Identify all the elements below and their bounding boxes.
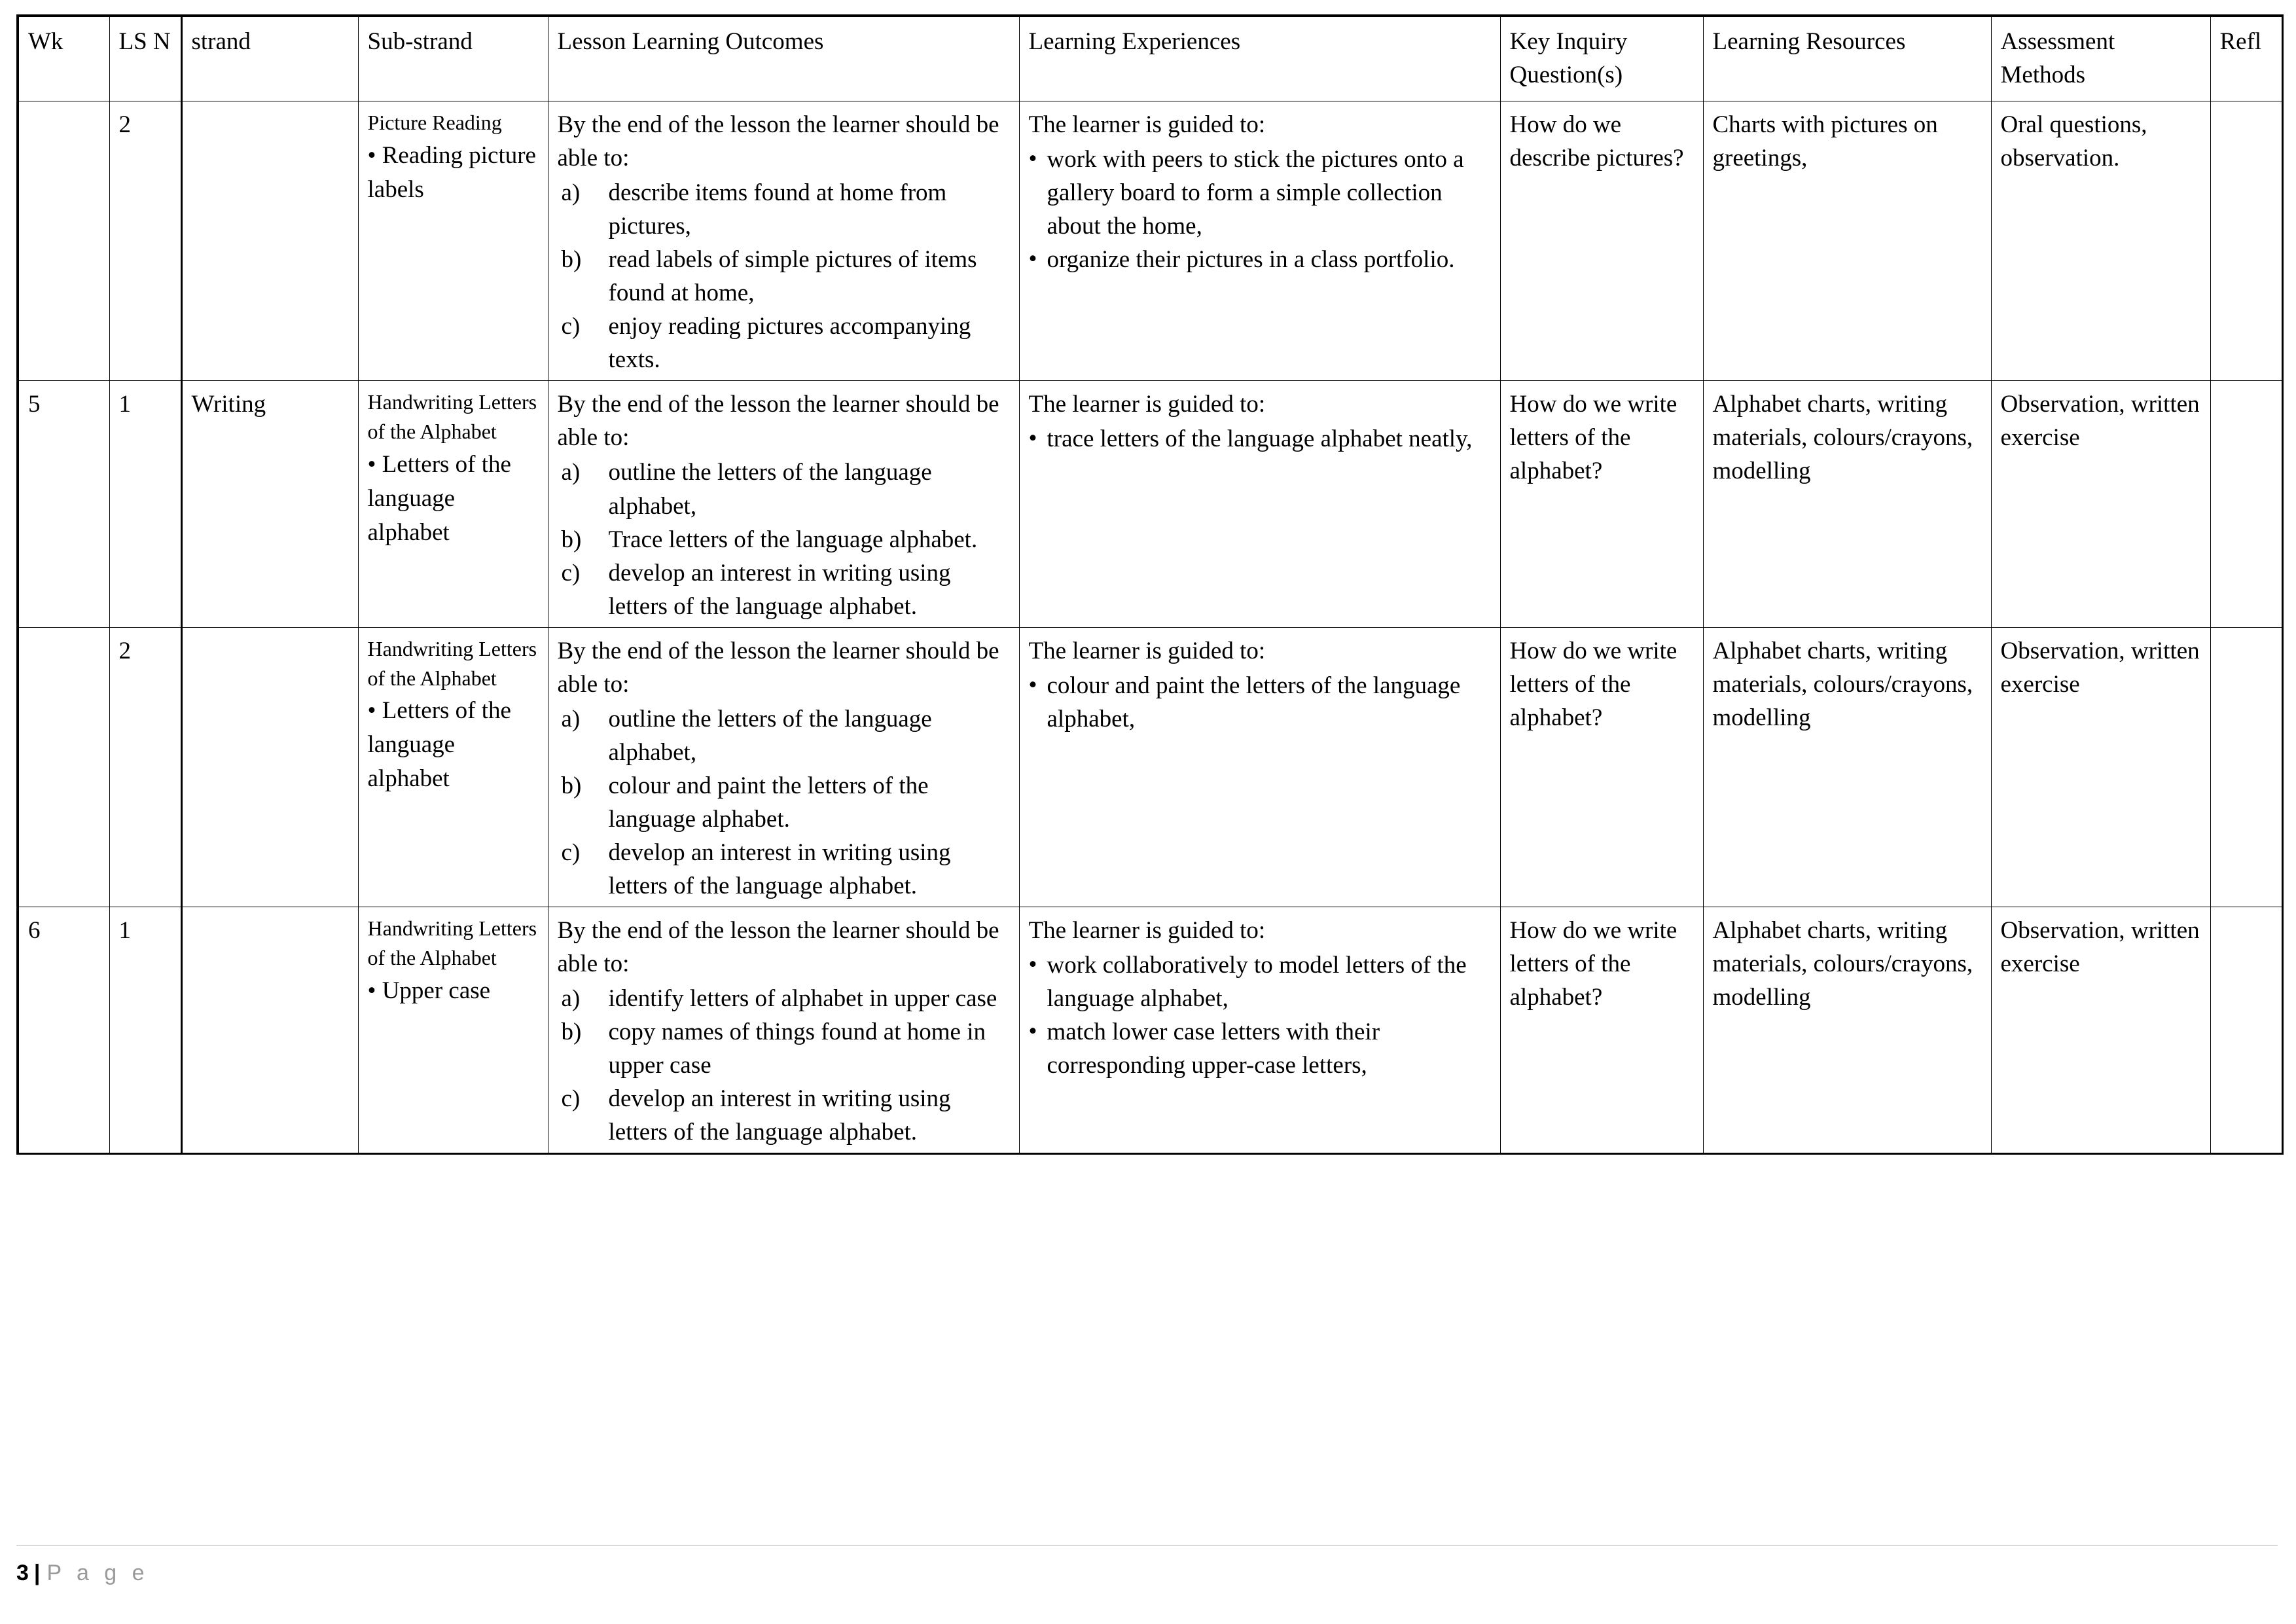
column-header-lesson-learning-outcomes: Lesson Learning Outcomes [548,16,1019,101]
llo-intro: By the end of the lesson the learner should be able to: [557,111,999,172]
llo-item-text: outline the letters of the language alphabet, [608,459,932,520]
llo-item-marker: c) [561,1085,581,1113]
cell-learning-resources: Alphabet charts, writing materials, colours/crayons, modelling [1703,907,1991,1154]
cell-lesson-number: 2 [109,101,181,381]
cell-learning-experiences [1019,907,1500,1154]
llo-item-marker: b) [561,246,582,274]
cell-assessment-methods: Oral questions, observation. [1991,101,2210,381]
cell-lesson-learning-outcomes [548,627,1019,907]
llo-item-text: develop an interest in writing using letters of the language alphabet. [608,1085,951,1146]
cell-lesson-learning-outcomes [548,101,1019,381]
llo-item [558,836,1011,903]
llo-item-text: outline the letters of the language alphabet, [608,705,932,766]
sub-strand-title: Handwriting Letters of the Alphabet [367,390,537,444]
llo-item-text: develop an interest in writing using letters of the language alphabet. [608,839,951,900]
llo-item-text: describe items found at home from pictures, [608,179,947,240]
cell-lesson-number: 1 [109,907,181,1154]
llo-item [558,769,1011,836]
cell-reflection [2210,101,2282,381]
learning-experience-item [1029,422,1492,456]
learning-experiences-intro: The learner is guided to: [1028,917,1266,945]
llo-item-marker: a) [561,459,581,486]
sub-strand-bullet: • Reading picture labels [367,141,536,203]
llo-intro: By the end of the lesson the learner should be able to: [557,637,999,698]
learning-experiences-list [1029,948,1492,1082]
bullet-icon: • [1028,425,1037,452]
learning-experiences-intro: The learner is guided to: [1028,111,1266,138]
learning-experience-text: match lower case letters with their corresponding upper-case letters, [1047,1019,1380,1079]
cell-assessment-methods: Observation, written exercise [1991,907,2210,1154]
cell-sub-strand [358,907,548,1154]
llo-item-marker: b) [561,526,582,553]
cell-learning-resources: Alphabet charts, writing materials, colours/crayons, modelling [1703,381,1991,627]
llo-list [558,176,1011,376]
column-header-reflection: Refl [2210,16,2282,101]
llo-item-text: colour and paint the letters of the language alphabet. [608,772,929,833]
bullet-icon: • [1028,245,1037,273]
cell-learning-experiences [1019,381,1500,627]
scheme-of-work-table [16,14,2284,1155]
bullet-icon: • [1028,1018,1037,1045]
column-header-learning-resources: Learning Resources [1703,16,1991,101]
llo-item-marker: c) [561,839,581,866]
bullet-icon: • [1028,145,1037,173]
learning-experiences-list [1029,143,1492,276]
sub-strand-bullet: • Upper case [367,977,491,1004]
learning-experience-item [1029,243,1492,276]
learning-experience-text: work with peers to stick the pictures onto a gallery board to form a simple collection about the home, [1047,146,1464,240]
llo-item-text: copy names of things found at home in upper case [608,1019,986,1079]
learning-experience-text: organize their pictures in a class portfolio. [1047,246,1455,274]
cell-key-inquiry-question: How do we write letters of the alphabet? [1500,907,1703,1154]
footer-page-word: P a g e [46,1561,149,1585]
llo-item-marker: c) [561,313,581,340]
llo-item [558,523,1011,556]
column-header-strand: strand [181,16,358,101]
cell-assessment-methods: Observation, written exercise [1991,627,2210,907]
bullet-icon: • [1028,951,1037,979]
learning-experience-text: colour and paint the letters of the language alphabet, [1047,672,1461,732]
sub-strand-bullet: • Letters of the language alphabet [367,450,511,546]
llo-item [558,176,1011,243]
cell-reflection [2210,907,2282,1154]
cell-sub-strand [358,627,548,907]
column-header-key-inquiry-questions: Key Inquiry Question(s) [1500,16,1703,101]
cell-week: 5 [18,381,109,627]
llo-list [558,982,1011,1149]
learning-experience-item [1029,1015,1492,1082]
llo-list [558,456,1011,623]
cell-learning-experiences [1019,101,1500,381]
column-header-assessment-methods: Assessment Methods [1991,16,2210,101]
column-header-sub-strand: Sub-strand [358,16,548,101]
cell-week [18,101,109,381]
cell-lesson-learning-outcomes [548,907,1019,1154]
llo-item-marker: b) [561,772,582,799]
learning-experience-text: trace letters of the language alphabet neatly, [1047,425,1473,453]
sub-strand-title: Picture Reading [367,111,502,134]
cell-sub-strand [358,101,548,381]
llo-item-marker: a) [561,705,581,732]
llo-item-marker: a) [561,179,581,207]
llo-item [558,702,1011,769]
bullet-icon: • [1028,671,1037,698]
table-body [18,101,2282,1154]
sub-strand-bullet: • Letters of the language alphabet [367,697,511,792]
llo-item-text: enjoy reading pictures accompanying texts. [608,313,971,374]
cell-reflection [2210,627,2282,907]
learning-experiences-list [1029,422,1492,456]
learning-experiences-intro: The learner is guided to: [1028,391,1266,418]
learning-experience-item [1029,143,1492,243]
llo-item-text: identify letters of alphabet in upper case [608,985,997,1013]
footer-separator: | [33,1561,41,1585]
cell-key-inquiry-question: How do we write letters of the alphabet? [1500,627,1703,907]
cell-strand [181,907,358,1154]
learning-experience-item [1029,669,1492,736]
table-row [18,907,2282,1154]
cell-lesson-number: 2 [109,627,181,907]
cell-learning-resources: Charts with pictures on greetings, [1703,101,1991,381]
learning-experiences-intro: The learner is guided to: [1028,637,1266,664]
cell-strand [181,627,358,907]
llo-item [558,310,1011,376]
llo-item [558,982,1011,1015]
sub-strand-title: Handwriting Letters of the Alphabet [367,916,537,969]
sub-strand-title: Handwriting Letters of the Alphabet [367,636,537,690]
cell-key-inquiry-question: How do we describe pictures? [1500,101,1703,381]
llo-item [558,456,1011,522]
cell-strand [181,101,358,381]
llo-item-marker: a) [561,985,581,1013]
cell-lesson-learning-outcomes [548,381,1019,627]
llo-intro: By the end of the lesson the learner should be able to: [557,917,999,978]
llo-item [558,556,1011,623]
cell-week [18,627,109,907]
cell-strand: Writing [181,381,358,627]
llo-item [558,1015,1011,1082]
cell-lesson-number: 1 [109,381,181,627]
footer-page-number: 3 [16,1561,29,1585]
cell-assessment-methods: Observation, written exercise [1991,381,2210,627]
column-header-lsn: LS N [109,16,181,101]
column-header-learning-experiences: Learning Experiences [1019,16,1500,101]
footer-divider [16,1545,2278,1546]
llo-item-marker: b) [561,1019,582,1046]
table-row [18,627,2282,907]
llo-item [558,1082,1011,1149]
llo-item-marker: c) [561,559,581,586]
llo-item-text: read labels of simple pictures of items found at home, [608,246,977,307]
cell-learning-resources: Alphabet charts, writing materials, colours/crayons, modelling [1703,627,1991,907]
llo-item-text: Trace letters of the language alphabet. [608,526,978,553]
cell-learning-experiences [1019,627,1500,907]
table-header-row [18,16,2282,101]
llo-item [558,243,1011,310]
cell-week: 6 [18,907,109,1154]
cell-reflection [2210,381,2282,627]
learning-experiences-list [1029,669,1492,736]
table-row [18,101,2282,381]
cell-key-inquiry-question: How do we write letters of the alphabet? [1500,381,1703,627]
column-header-wk: Wk [18,16,109,101]
table-row [18,381,2282,627]
llo-item-text: develop an interest in writing using letters of the language alphabet. [608,559,951,620]
llo-intro: By the end of the lesson the learner should be able to: [557,391,999,452]
learning-experience-item [1029,948,1492,1015]
page-footer [16,1545,2278,1586]
footer-page-label [16,1561,2278,1586]
llo-list [558,702,1011,903]
learning-experience-text: work collaboratively to model letters of the language alphabet, [1047,952,1467,1013]
cell-sub-strand [358,381,548,627]
table-header [18,16,2282,101]
